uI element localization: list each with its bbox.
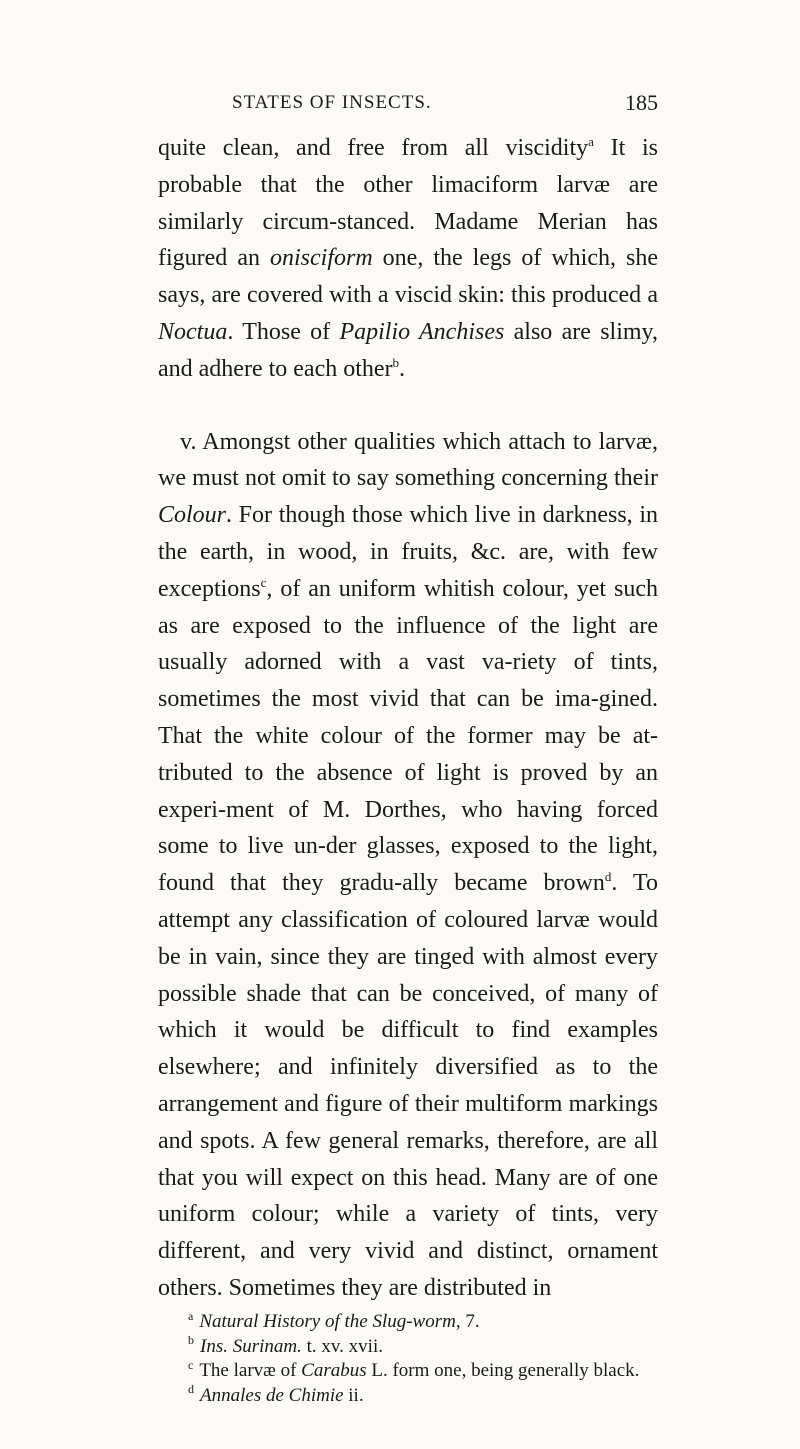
text-run: , of an uniform whitish colour, yet such as are exposed to the influence of the light are usually adorned with a vast va-riety of tints, sometimes the most vivid that can be ima-gined. That the white colour of the former may be at-tributed to the absence of light is proved by an experi-ment of M. Dorthes, who having forced some to live un-der glasses, exposed to the light, found that they gradu-ally became brown [158,575,658,897]
running-head [232,92,658,122]
footnote-ref-b: b [392,354,400,370]
body-text [158,130,658,1307]
footnote-c [188,1359,680,1384]
running-head-title: STATES OF INSECTS. [232,92,432,113]
page-number: 185 [625,90,658,115]
text-run: . Those of [227,318,340,345]
footnote-ref-d: d [604,869,612,885]
text-run: v. Amongst other qualities which attach to larvæ, we must not omit to say something concerning their [158,428,658,492]
italic-term: Papilio Anchises [339,318,505,345]
footnote-a [188,1310,680,1335]
footnote-mark: c [188,1357,194,1372]
footnote-title: Annales de Chimie [200,1384,344,1406]
text-run: one, the legs of which, she says, are covered with a viscid skin: this produced a [158,245,658,309]
footnote-mark: a [188,1308,194,1323]
footnote-d [188,1384,680,1409]
paragraph-2 [158,424,658,1307]
text-run: also are slimy, and adhere to each other [158,318,658,382]
text-run: . For though those which live in darkness, in the earth, in wood, in fruits, &c. are, with few exceptions [158,502,658,602]
footnote-text: , 7. [455,1311,480,1332]
italic-term: onisciform [269,245,373,272]
footnote-ref-a: a [588,134,594,149]
text-run: quite clean, and free from all viscidity [158,135,589,161]
italic-term: Noctua [158,318,228,345]
footnotes [188,1310,680,1408]
italic-term: Colour [158,502,227,529]
footnote-text: t. xv. xvii. [301,1335,383,1357]
footnote-title: Natural History of the Slug-worm [199,1311,456,1332]
footnote-title: Carabus [301,1360,367,1381]
footnote-mark: d [188,1382,194,1397]
footnote-text: ii. [343,1384,364,1406]
footnote-ref-c: c [260,574,267,590]
footnote-b [188,1335,680,1360]
text-run: . [399,355,406,382]
text-run: . To attempt any classification of coloured larvæ would be in vain, since they are tinged with almost every possible shade that can be conceived, of many of which it would be difficult to find examples elsewhere; and infinitely diversified as to the arrangement and figure of their multiform markings and spots. A few general remarks, therefore, are all that you will expect on this head. Many are of one uniform colour; while a variety of tints, very different, and very vivid and distinct, ornament others. Sometimes they are distributed in [158,870,658,1301]
footnote-text: The larvæ of [199,1360,302,1381]
footnote-title: Ins. Surinam. [200,1335,302,1357]
paragraph-1 [158,130,658,388]
text-run: It is probable that the other limaciform larvæ are similarly circum-stanced. Madame Merian has figured an [158,135,658,272]
footnote-text: L. form one, being generally black. [366,1360,640,1381]
footnote-mark: b [188,1333,194,1348]
